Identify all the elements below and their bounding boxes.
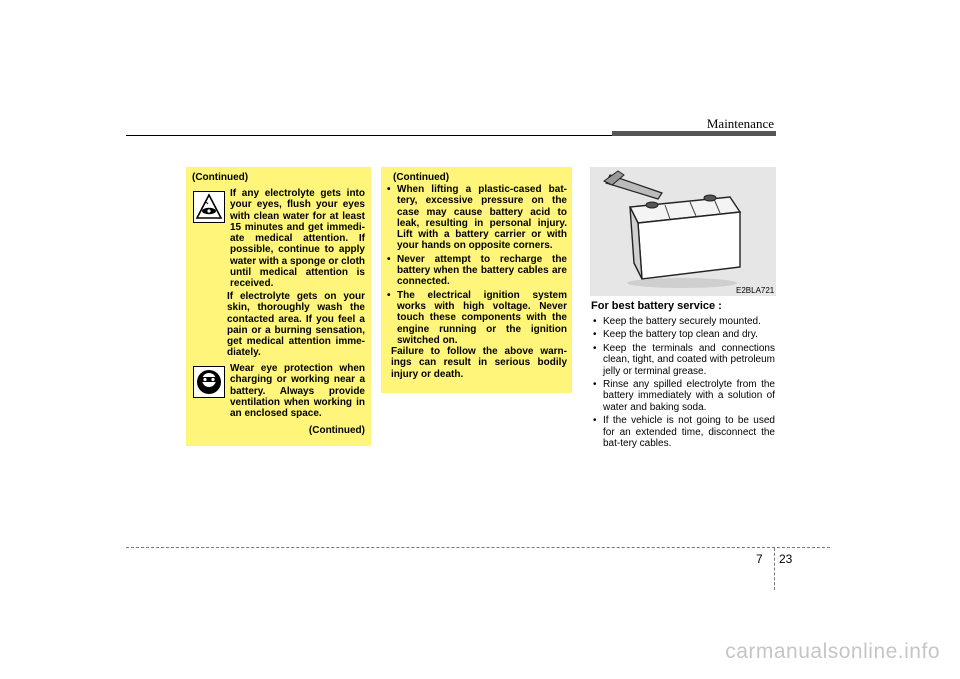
continued-label-top: (Continued) — [192, 172, 249, 183]
warning-bullet: • The electrical ignition system works with high voltage. Never touch these components with the engine running or the ignition switched on. — [387, 290, 567, 346]
battery-service-heading: For best battery service : — [591, 300, 722, 312]
eye-protection-icon — [193, 366, 225, 398]
warning-bullet: • When lifting a plastic-cased bat-tery, excessive pressure on the case may cause battery acid to leak, resulting in personal injury. Lift with a battery carrier or with your hands on opposite corners. — [387, 184, 567, 252]
section-title: Maintenance — [706, 116, 774, 131]
battery-illustration — [590, 167, 776, 296]
figure-caption: E2BLA721 — [736, 286, 775, 295]
eye-flush-text: If any electrolyte gets into your eyes, flush your eyes with clean water for at least 15 minutes and get immedi-ate medical attention. If possible, continue to apply water with a sponge or cloth until medical attention is received. — [230, 188, 366, 290]
list-item: • Keep the battery top clean and dry. — [593, 329, 775, 340]
warning-bullet-list — [387, 184, 567, 346]
warning-closing-text: Failure to follow the above warn-ings can result in serious bodily injury or death. — [391, 346, 567, 380]
footer-divider — [774, 548, 775, 590]
page-number: 23 — [779, 552, 793, 566]
footer-rule — [126, 547, 830, 548]
watermark: carmanualsonline.info — [725, 640, 940, 663]
continued-label-bottom: (Continued) — [308, 425, 365, 436]
header-rule-accent — [612, 131, 776, 136]
list-item: • Keep the battery securely mounted. — [593, 316, 775, 327]
warning-bullet: • Never attempt to recharge the battery when the battery cables are connected. — [387, 254, 567, 288]
chapter-number: 7 — [756, 552, 763, 566]
list-item: • If the vehicle is not going to be used for an extended time, disconnect the bat-tery cables. — [593, 415, 775, 449]
skin-contact-text: If electrolyte gets on your skin, thoroughly wash the contacted area. If you feel a pain or a burning sensation, get medical attention imme-diately. — [227, 291, 365, 359]
list-item: • Rinse any spilled electrolyte from the battery immediately with a solution of water and baking soda. — [593, 379, 775, 413]
eye-rinse-icon — [193, 191, 225, 223]
continued-label-top-right: (Continued) — [393, 172, 450, 183]
list-item: • Keep the terminals and connections clean, tight, and coated with petroleum jelly or terminal grease. — [593, 343, 775, 377]
battery-service-list — [593, 316, 775, 449]
eye-protection-text: Wear eye protection when charging or working near a battery. Always provide ventilation when working in an enclosed space. — [230, 363, 365, 420]
